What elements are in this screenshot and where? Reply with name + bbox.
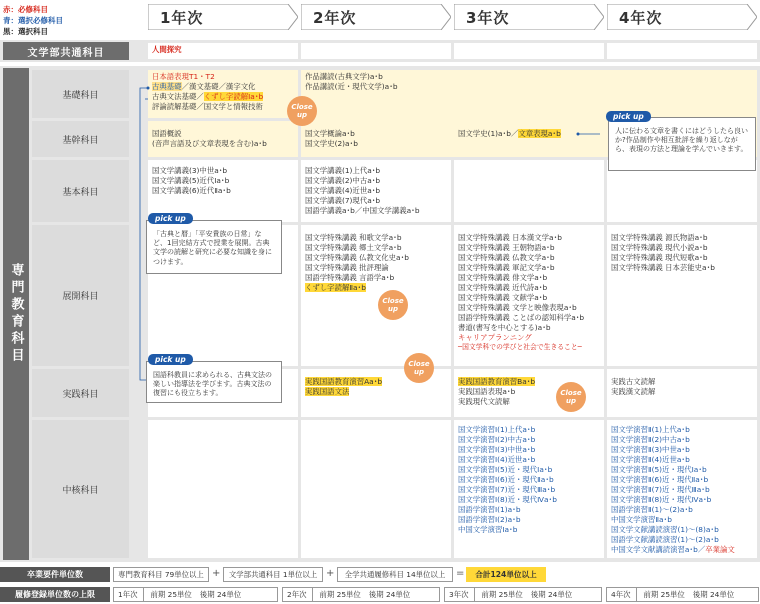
- chukaku-y3-1: 国文学演習Ⅰ(1)上代a･b: [458, 425, 536, 434]
- major-label: 専門教育科目: [3, 68, 29, 560]
- chukaku-y4-4: 国文学演習Ⅱ(4)近世a･b: [611, 455, 690, 464]
- tenkai-y3-1: 国文学特殊講義 日本漢文学a･b: [458, 233, 562, 242]
- kiso-y1-line2: 古典基礎／漢文基礎／漢字文化: [152, 82, 256, 91]
- pickup-text: 「古典と暦」「平安貴族の日常」など、1回完結方式で授業を展開。古典文学の読解と研究に必要な知識を身につけます。: [153, 230, 272, 266]
- common-cell-y4: [607, 43, 757, 59]
- kihon-y1-3: 国文学講義(6)近代Ⅱa･b: [152, 186, 231, 195]
- row-label-kihon: 基本科目: [32, 160, 129, 222]
- legend-elective: 黒：選択科目: [3, 27, 48, 36]
- tenkai-y3-6: 国文学特殊講義 近代詩a･b: [458, 283, 548, 292]
- chukaku-y3-6: 国文学演習Ⅰ(6)近・現代Ⅱa･b: [458, 475, 554, 484]
- tenkai-y2-4: 国文学特殊講義 批評理論: [305, 263, 389, 272]
- chukaku-y4-1: 国文学演習Ⅱ(1)上代a･b: [611, 425, 690, 434]
- common-label: 文学部共通科目: [3, 42, 129, 60]
- tenkai-y2-5: 国語学特殊講義 言語学a･b: [305, 273, 395, 282]
- footer-cap-y2: 2年次 前期 25単位 後期 24単位: [282, 587, 440, 602]
- chukaku-y3-4: 国文学演習Ⅰ(4)近世a･b: [458, 455, 536, 464]
- kiso-y2-line1: 作品講読(古典文学)a･b: [305, 72, 383, 81]
- tenkai-y3-7: 国文学特殊講義 文献学a･b: [458, 293, 548, 302]
- footer-cap-label: 履修登録単位数の上限: [0, 587, 110, 602]
- chukaku-y4-13: 中国文学文献講読演習a･b／卒業論文: [611, 545, 735, 554]
- chukaku-y4-9: 国語学演習Ⅱ(1)～(2)a･b: [611, 505, 693, 514]
- year-label: 1年次: [160, 9, 204, 27]
- tenkai-y3-10: 書道(書写を中心とする)a･b: [458, 323, 551, 332]
- kiso-y1-line1: 日本語表現T1・T2: [152, 72, 215, 81]
- kihon-y2-2: 国文学講義(2)中古a･b: [305, 176, 381, 185]
- year-label: 2年次: [313, 9, 357, 27]
- equals-icon: =: [456, 568, 465, 579]
- tenkai-y3-red1: キャリアプランニング: [458, 333, 532, 342]
- chukaku-y4-7: 国文学演習Ⅱ(7)近・現代Ⅲa･b: [611, 485, 710, 494]
- chukaku-y4-11: 国文学文献講読演習(1)～(8)a･b: [611, 525, 719, 534]
- jissen-y2-2: 実践国語文法: [305, 387, 350, 396]
- chukaku-y3-5: 国文学演習Ⅰ(5)近・現代Ⅰa･b: [458, 465, 553, 474]
- pickup-text: 国語科教員に求められる、古典文法の楽しい指導法を学びます。古典文法の復習にも役立ちます。: [153, 371, 272, 398]
- pickup-tag: pick up: [606, 111, 651, 122]
- jissen-y4-2: 実践漢文読解: [611, 387, 656, 396]
- year-label: 3年次: [466, 9, 510, 27]
- kikan-y2-line2: 国文学史(2)a･b: [305, 139, 358, 148]
- row-label-chukaku: 中核科目: [32, 420, 129, 558]
- common-cell-y2: [301, 43, 451, 59]
- chukaku-y4-8: 国文学演習Ⅱ(8)近・現代Ⅳa･b: [611, 495, 712, 504]
- tenkai-y2-3: 国文学特殊講義 仏教文化史a･b: [305, 253, 409, 262]
- pickup-text: 人に伝わる文章を書くにはどうしたら良いか?作品制作や相互批評を繰り返しながら、表現の方法と理論を学んでいきます。: [615, 127, 748, 154]
- pickup-tag: pick up: [148, 213, 193, 224]
- footer-cap-y1: 1年次 前期 25単位 後期 24単位: [113, 587, 278, 602]
- kihon-y2-4: 国文学講義(7)現代a･b: [305, 196, 381, 205]
- chukaku-y3-10: 国語学演習Ⅰ(2)a･b: [458, 515, 521, 524]
- tenkai-y4-2: 国文学特殊講義 現代小説a･b: [611, 243, 708, 252]
- common-item: 人間探究: [152, 45, 182, 54]
- chukaku-y3-9: 国語学演習Ⅰ(1)a･b: [458, 505, 521, 514]
- footer-cap-y4: 4年次 前期 25単位 後期 24単位: [606, 587, 759, 602]
- tenkai-y4-4: 国文学特殊講義 日本芸能史a･b: [611, 263, 715, 272]
- legend-required: 赤：必修科目: [3, 5, 48, 14]
- kikan-y3-line1: 国文学史(1)a･b／文章表現a･b: [458, 129, 561, 138]
- chukaku-y3-3: 国文学演習Ⅰ(3)中世a･b: [458, 445, 536, 454]
- jissen-y2-1: 実践国語教育演習Aa･b: [305, 377, 383, 386]
- chukaku-y4-3: 国文学演習Ⅱ(3)中世a･b: [611, 445, 690, 454]
- plus-icon: +: [212, 568, 221, 579]
- footer-req-major: 専門教育科目 79単位以上: [113, 567, 209, 582]
- pickup-box-writing: [608, 117, 756, 171]
- chukaku-y4-6: 国文学演習Ⅱ(6)近・現代Ⅱa･b: [611, 475, 709, 484]
- year-header-3: [454, 4, 604, 30]
- kihon-y2-3: 国文学講義(4)近世a･b: [305, 186, 381, 195]
- year-header-4: [607, 4, 757, 30]
- kihon-y2-5: 国語学講義a･b／中国文学講義a･b: [305, 206, 420, 215]
- kiso-y2-line2: 作品講読(近・現代文学)a･b: [305, 82, 398, 91]
- year-header-1: [148, 4, 298, 30]
- tenkai-y2-6: くずし字読解Ⅱa･b: [305, 283, 366, 292]
- tenkai-y3-4: 国文学特殊講義 軍記文学a･b: [458, 263, 555, 272]
- row-label-kikan: 基幹科目: [32, 121, 129, 157]
- jissen-y3-1: 実践国語教育演習Ba･b: [458, 377, 536, 386]
- tenkai-y3-3: 国文学特殊講義 仏教文学a･b: [458, 253, 555, 262]
- jissen-y3-3: 実践現代文読解: [458, 397, 510, 406]
- legend-elective-required: 青：選択必修科目: [3, 16, 63, 25]
- chukaku-y4-12: 国語学文献講読演習(1)～(2)a･b: [611, 535, 719, 544]
- kiso-y1-line4: 評論読解基礎／国文学と情報技術: [152, 102, 263, 111]
- kihon-y1-2: 国文学講義(5)近代Ⅰa･b: [152, 176, 230, 185]
- chukaku-y4-10: 中国文学演習Ⅱa･b: [611, 515, 672, 524]
- footer-cap-y3: 3年次 前期 25単位 後期 24単位: [444, 587, 602, 602]
- legend: [3, 4, 63, 37]
- chukaku-y3-7: 国文学演習Ⅰ(7)近・現代Ⅲa･b: [458, 485, 556, 494]
- chukaku-y3-11: 中国文学演習Ⅰa･b: [458, 525, 518, 534]
- close-up-badge[interactable]: Close up: [404, 353, 434, 383]
- footer-req-common: 文学部共通科目 1単位以上: [223, 567, 323, 582]
- row-label-jissen: 実践科目: [32, 369, 129, 417]
- pickup-tag: pick up: [148, 354, 193, 365]
- jissen-y3-2: 実践国語表現a･b: [458, 387, 516, 396]
- common-cell-y3: [454, 43, 604, 59]
- close-up-badge[interactable]: Close up: [378, 290, 408, 320]
- tenkai-y3-red2: ─国文学科での学びと社会で生きること─: [458, 343, 582, 351]
- tenkai-y4-1: 国文学特殊講義 源氏物語a･b: [611, 233, 708, 242]
- chukaku-y4-2: 国文学演習Ⅱ(2)中古a･b: [611, 435, 690, 444]
- chukaku-y4-5: 国文学演習Ⅱ(5)近・現代Ⅰa･b: [611, 465, 707, 474]
- close-up-badge[interactable]: Close up: [287, 96, 317, 126]
- year-header-2: [301, 4, 451, 30]
- kihon-y2-1: 国文学講義(1)上代a･b: [305, 166, 381, 175]
- kikan-y1-line2: (音声言語及び文章表現を含む)a･b: [152, 139, 267, 148]
- plus-icon: +: [326, 568, 335, 579]
- kiso-y1-line3: 古典文法基礎／くずし字読解Ⅰa･b: [152, 92, 264, 101]
- chukaku-y3-8: 国文学演習Ⅰ(8)近・現代Ⅳa･b: [458, 495, 557, 504]
- year-label: 4年次: [619, 9, 663, 27]
- footer-req-label: 卒業要件単位数: [0, 567, 110, 582]
- tenkai-y3-8: 国文学特殊講義 文学と映像表現a･b: [458, 303, 577, 312]
- row-label-kiso: 基礎科目: [32, 70, 129, 118]
- tenkai-y2-2: 国文学特殊講義 郷土文学a･b: [305, 243, 402, 252]
- pickup-box-classics: [146, 220, 282, 274]
- kikan-y2-line1: 国文学概論a･b: [305, 129, 355, 138]
- tenkai-y3-5: 国文学特殊講義 俳文学a･b: [458, 273, 548, 282]
- kihon-y1-1: 国文学講義(3)中世a･b: [152, 166, 228, 175]
- tenkai-y3-9: 国語学特殊講義 ことばの認知科学a･b: [458, 313, 585, 322]
- tenkai-y4-3: 国文学特殊講義 現代短歌a･b: [611, 253, 708, 262]
- close-up-badge[interactable]: Close up: [556, 382, 586, 412]
- chukaku-y3-2: 国文学演習Ⅰ(2)中古a･b: [458, 435, 536, 444]
- tenkai-y3-2: 国文学特殊講義 王朝物語a･b: [458, 243, 555, 252]
- row-label-tenkai: 展開科目: [32, 225, 129, 366]
- kikan-y1-line1: 国語概説: [152, 129, 182, 138]
- jissen-y4-1: 実践古文読解: [611, 377, 656, 386]
- footer-req-general: 全学共通履修科目 14単位以上: [337, 567, 453, 582]
- tenkai-y2-1: 国文学特殊講義 和歌文学a･b: [305, 233, 402, 242]
- footer-total: 合計124単位以上: [466, 567, 546, 582]
- pickup-box-grammar: [146, 361, 282, 403]
